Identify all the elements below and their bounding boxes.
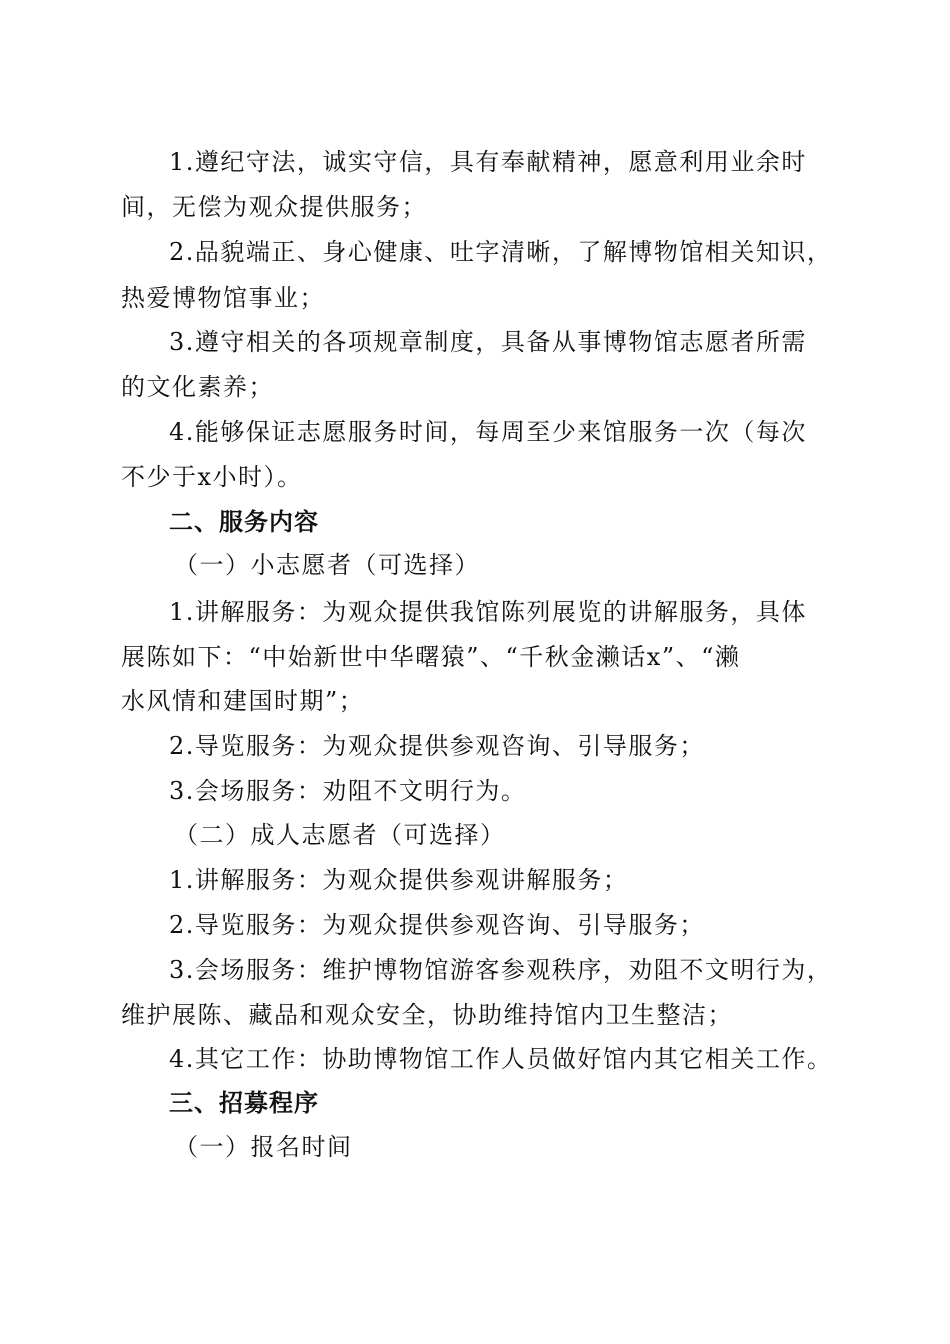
requirement-1-line-2: 间，无偿为观众提供服务； [121, 193, 427, 221]
adult-service-3-line-1: 3.会场服务：维护博物馆游客参观秩序，劝阻不文明行为， [169, 956, 833, 984]
adult-service-3-line-2: 维护展陈、藏品和观众安全，协助维持馆内卫生整洁； [121, 1001, 733, 1029]
requirement-3-line-1: 3.遵守相关的各项规章制度，具备从事博物馆志愿者所需 [169, 328, 807, 356]
section-heading-service-content: 二、服务内容 [169, 508, 319, 536]
adult-service-1: 1.讲解服务：为观众提供参观讲解服务； [169, 866, 629, 894]
subsection-heading-adult-volunteers: （二）成人志愿者（可选择） [174, 821, 506, 849]
adult-service-4: 4.其它工作：协助博物馆工作人员做好馆内其它相关工作。 [169, 1045, 833, 1073]
requirement-2-line-1: 2.品貌端正、身心健康、吐字清晰，了解博物馆相关知识， [169, 238, 833, 266]
requirement-3-line-2: 的文化素养； [121, 373, 274, 401]
young-service-2: 2.导览服务：为观众提供参观咨询、引导服务； [169, 732, 705, 760]
adult-service-2: 2.导览服务：为观众提供参观咨询、引导服务； [169, 911, 705, 939]
young-service-1-line-3: 水风情和建国时期”； [121, 687, 365, 715]
subsection-heading-registration-time: （一）报名时间 [174, 1133, 353, 1161]
young-service-3: 3.会场服务：劝阻不文明行为。 [169, 777, 527, 805]
requirement-1-line-1: 1.遵纪守法，诚实守信，具有奉献精神，愿意利用业余时 [169, 148, 807, 176]
requirement-4-line-2: 不少于x小时）。 [121, 463, 303, 491]
young-service-1-line-1: 1.讲解服务：为观众提供我馆陈列展览的讲解服务，具体 [169, 598, 807, 626]
young-service-1-line-2: 展陈如下：“中始新世中华曙猿”、“千秋金濑话x”、“濑 [121, 643, 741, 671]
requirement-2-line-2: 热爱博物馆事业； [121, 284, 325, 312]
section-heading-recruitment-procedure: 三、招募程序 [169, 1089, 319, 1117]
requirement-4-line-1: 4.能够保证志愿服务时间，每周至少来馆服务一次（每次 [169, 418, 807, 446]
subsection-heading-young-volunteers: （一）小志愿者（可选择） [174, 551, 480, 579]
